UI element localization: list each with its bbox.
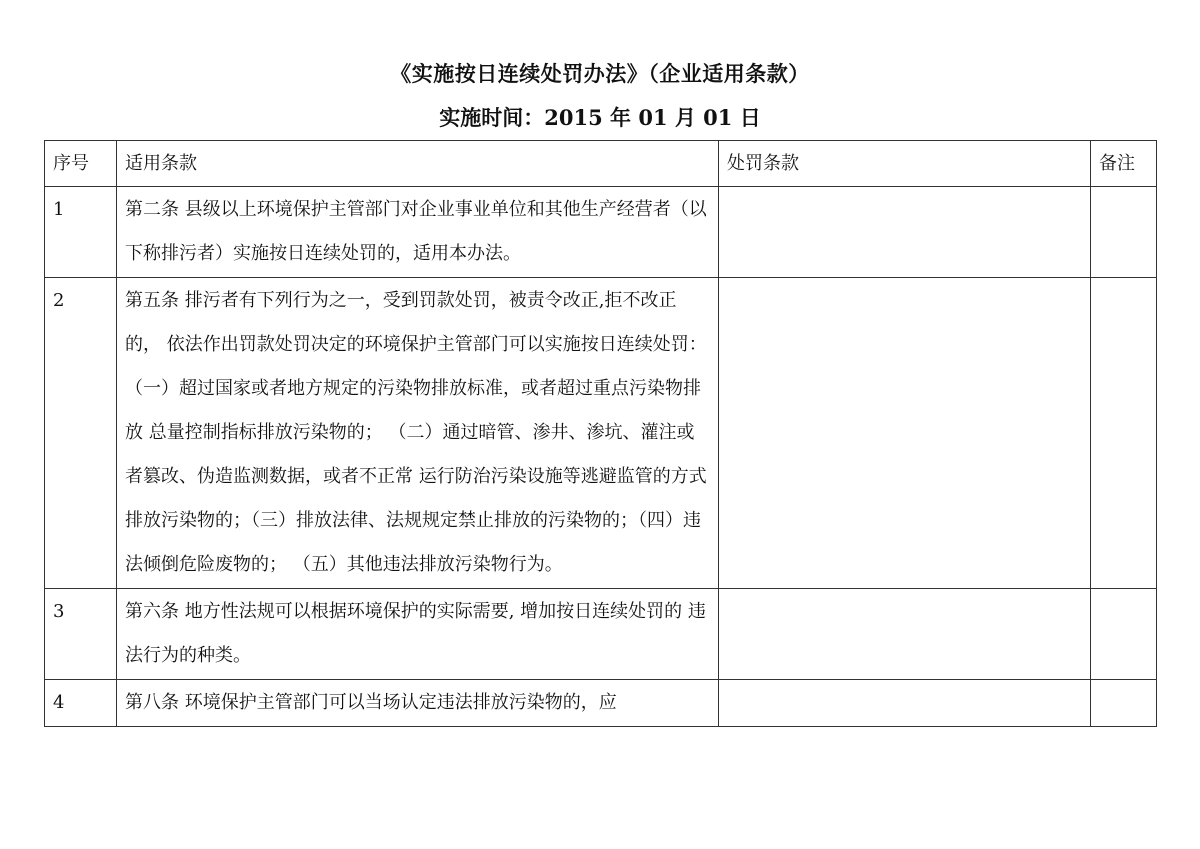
row-no: 1: [45, 187, 117, 278]
row-clause: 第六条 地方性法规可以根据环境保护的实际需要, 增加按日连续处罚的 违法行为的种类。: [117, 589, 719, 680]
row-remark: [1091, 187, 1157, 278]
row-clause: 第五条 排污者有下列行为之一，受到罚款处罚，被责令改正,拒不改正的， 依法作出罚款处罚决定的环境保护主管部门可以实施按日连续处罚： （一）超过国家或者地方规定的污染物排放标准，或者超过重点污染物排放 总量控制指标排放污染物的； （二）通过暗管、渗井、渗坑、灌注或者篡改、伪造监测数据，或者不正常 运行防治污染设施等逃避监管的方式排放污染物的；（三）排放法律、法规规定禁止排放的污染物的；（四）违法倾倒危险废物的； （五）其他违法排放污染物行为。: [117, 278, 719, 589]
row-clause: 第八条 环境保护主管部门可以当场认定违法排放污染物的，应: [117, 680, 719, 727]
row-penalty: [719, 187, 1091, 278]
row-remark: [1091, 278, 1157, 589]
row-remark: [1091, 589, 1157, 680]
row-no: 4: [45, 680, 117, 727]
row-penalty: [719, 680, 1091, 727]
row-clause: 第二条 县级以上环境保护主管部门对企业事业单位和其他生产经营者（以 下称排污者）实施按日连续处罚的，适用本办法。: [117, 187, 719, 278]
table-header-row: [45, 141, 1157, 187]
header-penalty: 处罚条款: [719, 141, 1091, 187]
row-no: 3: [45, 589, 117, 680]
document-subtitle: 实施时间：2015 年 01 月 01 日: [439, 105, 761, 130]
table-row: [45, 278, 1157, 589]
row-penalty: [719, 278, 1091, 589]
row-no: 2: [45, 278, 117, 589]
table-row: [45, 589, 1157, 680]
header-remark: 备注: [1091, 141, 1157, 187]
clauses-table: [44, 140, 1157, 727]
row-penalty: [719, 589, 1091, 680]
header-no: 序号: [45, 141, 117, 187]
table-row: [45, 187, 1157, 278]
row-remark: [1091, 680, 1157, 727]
document-title: 《实施按日连续处罚办法》（企业适用条款）: [390, 61, 810, 86]
table-row: [45, 680, 1157, 727]
header-clause: 适用条款: [117, 141, 719, 187]
